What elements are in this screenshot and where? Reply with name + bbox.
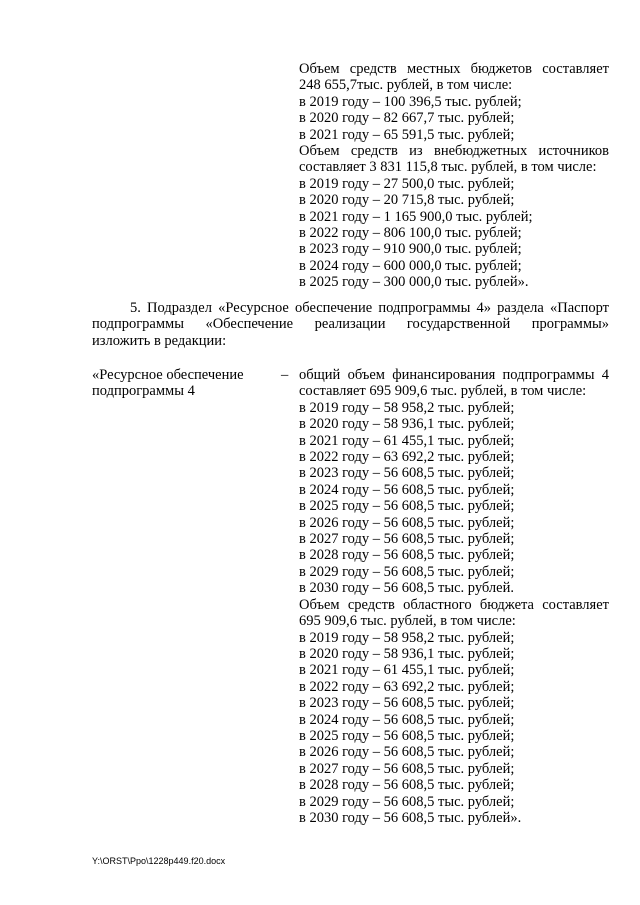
text-line: в 2019 году – 58 958,2 тыс. рублей; [299,629,515,646]
dash-separator [281,367,288,383]
text-line: в 2024 году – 56 608,5 тыс. рублей; [299,481,515,498]
text-line: в 2025 году – 300 000,0 тыс. рублей». [299,274,529,291]
text-line: составляет 3 831 115,8 тыс. рублей, в том числе: [299,159,597,176]
text-line: подпрограммы «Обеспечение реализации государственной программы» [92,316,609,333]
dash-glyph: – [281,367,289,383]
text-line: в 2029 году – 56 608,5 тыс. рублей; [299,563,515,580]
text-line: в 2021 году – 1 165 900,0 тыс. рублей; [299,208,533,225]
text-line: в 2025 году – 56 608,5 тыс. рублей; [299,727,515,744]
text-line: в 2022 году – 63 692,2 тыс. рублей; [299,678,515,695]
text-line: в 2028 году – 56 608,5 тыс. рублей; [299,547,515,564]
text-line: в 2028 году – 56 608,5 тыс. рублей; [299,777,515,794]
text-line: в 2023 году – 56 608,5 тыс. рублей; [299,695,515,712]
text-line: в 2023 году – 56 608,5 тыс. рублей; [299,465,515,482]
text-line: в 2026 году – 56 608,5 тыс. рублей; [299,514,515,531]
text-line: в 2024 году – 600 000,0 тыс. рублей; [299,257,522,274]
text-line: «Ресурсное обеспечение [92,367,244,383]
text-line: составляет 695 909,6 тыс. рублей, в том числе: [299,383,587,400]
text-line: в 2026 году – 56 608,5 тыс. рублей; [299,744,515,761]
text-line: подпрограммы 4 [92,383,195,400]
text-line: в 2029 году – 56 608,5 тыс. рублей; [299,793,515,810]
text-line: в 2021 году – 61 455,1 тыс. рублей; [299,432,515,449]
text-line: в 2020 году – 20 715,8 тыс. рублей; [299,192,515,209]
text-line: в 2030 году – 56 608,5 тыс. рублей». [299,809,522,826]
text-line: 695 909,6 тыс. рублей, в том числе: [299,613,516,630]
text-line: в 2025 году – 56 608,5 тыс. рублей; [299,498,515,515]
text-line: в 2019 году – 27 500,0 тыс. рублей; [299,175,515,192]
text-line: в 2021 году – 61 455,1 тыс. рублей; [299,662,515,679]
funding-block-local-and-extrabudgetary [299,61,609,291]
text-line: 248 655,7тыс. рублей, в том числе: [299,77,513,94]
text-line: в 2024 году – 56 608,5 тыс. рублей; [299,711,515,728]
text-line: общий объем финансирования подпрограммы 4 [299,367,609,383]
text-line: Объем средств местных бюджетов составляет [299,61,609,77]
text-line: 5. Подраздел «Ресурсное обеспечение подпрограммы 4» раздела «Паспорт [130,300,609,316]
text-line: в 2027 году – 56 608,5 тыс. рублей; [299,760,515,777]
paragraph-5 [92,300,609,349]
text-line: в 2022 году – 806 100,0 тыс. рублей; [299,225,522,242]
text-line: в 2030 году – 56 608,5 тыс. рублей. [299,580,514,597]
text-line: в 2022 году – 63 692,2 тыс. рублей; [299,449,515,466]
text-line: в 2020 году – 82 667,7 тыс. рублей; [299,110,515,127]
text-line: в 2020 году – 58 936,1 тыс. рублей; [299,645,515,662]
resource-support-label [92,367,267,400]
text-line: в 2027 году – 56 608,5 тыс. рублей; [299,531,515,548]
text-line: в 2021 году – 65 591,5 тыс. рублей; [299,126,515,143]
file-path-footer: Y:\ORST\Ppo\1228p449.f20.docx [92,856,226,866]
text-line: в 2023 году – 910 900,0 тыс. рублей; [299,241,522,258]
text-line: в 2019 году – 58 958,2 тыс. рублей; [299,399,515,416]
text-line: Объем средств из внебюджетных источников [299,143,609,160]
text-line: в 2020 году – 58 936,1 тыс. рублей; [299,416,515,433]
funding-block-subprogram-4 [299,367,609,826]
text-line: Объем средств областного бюджета составляет [299,596,609,613]
text-line: изложить в редакции: [92,332,227,349]
text-line: в 2019 году – 100 396,5 тыс. рублей; [299,93,522,110]
